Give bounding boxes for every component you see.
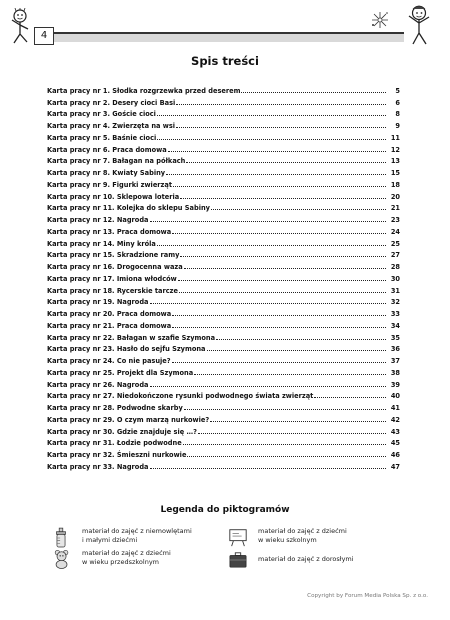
baby-bottle-icon: [52, 527, 70, 549]
school-board-icon: [228, 527, 248, 547]
toc-dot-leader: [176, 126, 386, 128]
toc-entry: [47, 130, 400, 142]
toc-entry: [47, 389, 400, 401]
toc-entry: [47, 259, 400, 271]
toc-entry-label: Karta pracy nr 14. Miny króla: [47, 239, 156, 248]
toc-dot-leader: [187, 455, 386, 457]
toc-entry-page: 15: [390, 169, 400, 177]
toc-dot-leader: [178, 279, 386, 281]
toc-entry-page: 13: [390, 157, 400, 166]
toc-entry-page: 6: [395, 98, 400, 107]
toc-entry-label: Karta pracy nr 20. Praca domowa: [47, 310, 172, 318]
toc-entry-label: Karta pracy nr 8. Kwiaty Sabiny: [47, 169, 166, 177]
toc-entry-label: Karta pracy nr 12. Nagroda: [47, 216, 149, 224]
toc-dot-leader: [157, 138, 386, 140]
toc-entry-label: Karta pracy nr 11. Kolejka do sklepu Sabiny: [47, 204, 210, 213]
toc-entry-page: 21: [390, 204, 400, 213]
toc-dot-leader: [207, 349, 386, 351]
page-header: [0, 0, 450, 50]
toc-entry-page: 9: [395, 122, 400, 130]
toc-entry-label: Karta pracy nr 26. Nagroda: [47, 380, 149, 389]
toc-entry-label: Karta pracy nr 3. Goście cioci: [47, 110, 156, 119]
legend-text-line2: i małymi dziećmi: [82, 536, 138, 544]
toc-entry-label: Karta pracy nr 33. Nagroda: [47, 462, 149, 471]
toc-entry-page: 41: [390, 404, 400, 412]
toc-dot-leader: [184, 408, 386, 410]
toc-entry-label: Karta pracy nr 22. Bałagan w szafie Szymona: [47, 333, 216, 342]
toc-entry-page: 31: [390, 286, 400, 295]
toc-entry-label: Karta pracy nr 6. Praca domowa: [47, 145, 167, 154]
toc-entry-label: Karta pracy nr 19. Nagroda: [47, 298, 149, 307]
teddy-bear-icon: [52, 549, 72, 569]
toc-entry-label: Karta pracy nr 13. Praca domowa: [47, 227, 172, 236]
toc-dot-leader: [194, 373, 386, 375]
toc-entry-label: Karta pracy nr 1. Słodka rozgrzewka przed deserem: [47, 86, 241, 95]
toc-entry: [47, 236, 400, 248]
toc-entry-page: 34: [390, 321, 400, 330]
toc-entry-label: Karta pracy nr 28. Podwodne skarby: [47, 404, 183, 412]
toc-entry: [47, 177, 400, 189]
toc-entry: [47, 142, 400, 154]
toc-entry-label: Karta pracy nr 23. Hasło do sejfu Szymona: [47, 345, 206, 354]
toc-entry-label: Karta pracy nr 5. Baśnie cioci: [47, 133, 157, 142]
toc-entry-page: 23: [390, 216, 400, 224]
toc-entry: [47, 165, 400, 177]
toc-entry: [47, 400, 400, 412]
toc-dot-leader: [150, 302, 387, 304]
toc-entry-page: 5: [395, 86, 400, 95]
toc-entry-label: Karta pracy nr 30. Gdzie znajduje się …?: [47, 427, 197, 436]
toc-entry-page: 43: [390, 427, 400, 436]
toc-entry: [47, 306, 400, 318]
toc-entry: [47, 459, 400, 471]
legend-text-line1: materiał do zajęć z dorosłymi: [258, 555, 354, 563]
toc-entry: [47, 224, 400, 236]
legend-text-line2: w wieku szkolnym: [258, 536, 317, 544]
toc-entry: [47, 295, 400, 307]
toc-entry-page: 12: [390, 145, 400, 154]
toc-entry-label: Karta pracy nr 27. Niedokończone rysunki podwodnego świata zwierząt: [47, 392, 314, 401]
toc-entry-label: Karta pracy nr 24. Co nie pasuje?: [47, 357, 171, 365]
toc-dot-leader: [210, 420, 386, 422]
toc-dot-leader: [179, 291, 386, 293]
toc-entry-label: Karta pracy nr 18. Rycerskie tarcze: [47, 286, 178, 295]
toc-entry: [47, 154, 400, 166]
toc-dot-leader: [180, 255, 386, 257]
toc-entry: [47, 212, 400, 224]
toc-entry: [47, 436, 400, 448]
toc-entry-label: Karta pracy nr 32. Śmieszni nurkowie: [47, 451, 187, 459]
toc-entry-page: 42: [390, 415, 400, 424]
toc-entry-page: 30: [390, 274, 400, 283]
toc-entry: [47, 107, 400, 119]
toc-entry: [47, 189, 400, 201]
toc-dot-leader: [180, 197, 386, 199]
toc-entry-page: 38: [390, 368, 400, 377]
toc-entry-label: Karta pracy nr 2. Desery cioci Basi: [47, 98, 176, 107]
copyright-notice: Copyright by Forum Media Polska Sp. z o.o.: [307, 593, 428, 599]
toc-entry-page: 18: [390, 180, 400, 189]
toc-dot-leader: [198, 432, 386, 434]
toc-dot-leader: [176, 103, 386, 105]
toc-dot-leader: [168, 150, 386, 152]
toc-dot-leader: [166, 173, 386, 175]
toc-dot-leader: [186, 161, 386, 163]
toc-entry-label: Karta pracy nr 29. O czym marzą nurkowie?: [47, 415, 210, 424]
toc-entry-label: Karta pracy nr 31. Łodzie podwodne: [47, 439, 182, 448]
toc-dot-leader: [172, 326, 386, 328]
toc-dot-leader: [150, 467, 387, 469]
toc-entry: [47, 118, 400, 130]
toc-entry-label: Karta pracy nr 17. Imiona włodców: [47, 274, 177, 283]
toc-entry-page: 39: [390, 380, 400, 389]
toc-entry: [47, 318, 400, 330]
toc-dot-leader: [172, 232, 386, 234]
briefcase-icon: [228, 551, 248, 569]
toc-entry-label: Karta pracy nr 9. Figurki zwierząt: [47, 180, 172, 189]
toc-entry: [47, 95, 400, 107]
toc-entry: [47, 248, 400, 260]
legend-text-line1: materiał do zajęć z dziećmi: [82, 549, 171, 557]
toc-entry: [47, 330, 400, 342]
toc-entry-page: 20: [390, 192, 400, 201]
toc-entry-label: Karta pracy nr 16. Drogocenna waza: [47, 263, 183, 271]
toc-entry: [47, 365, 400, 377]
toc-dot-leader: [157, 244, 386, 246]
toc-dot-leader: [241, 91, 386, 93]
toc-entry-page: 8: [395, 110, 400, 119]
toc-entry: [47, 342, 400, 354]
toc-entry: [47, 353, 400, 365]
toc-dot-leader: [183, 443, 386, 445]
toc-entry-label: Karta pracy nr 7. Bałagan na półkach: [47, 157, 186, 166]
toc-entry-label: Karta pracy nr 10. Sklepowa loteria: [47, 192, 180, 201]
toc-dot-leader: [172, 361, 386, 363]
toc-dot-leader: [211, 208, 386, 210]
legend-text-line1: materiał do zajęć z dziećmi: [258, 527, 347, 535]
toc-entry: [47, 447, 400, 459]
toc-entry: [47, 412, 400, 424]
toc-entry-page: 36: [390, 345, 400, 354]
toc-entry-page: 25: [390, 239, 400, 248]
toc-dot-leader: [184, 267, 386, 269]
toc-entry-page: 37: [390, 357, 400, 365]
toc-entry-label: Karta pracy nr 4. Zwierzęta na wsi: [47, 122, 176, 130]
toc-entry-label: Karta pracy nr 15. Skradzione ramy: [47, 251, 180, 260]
kid-right-icon: [393, 4, 437, 48]
toc-entry: [47, 83, 400, 95]
toc-dot-leader: [150, 385, 387, 387]
toc-entry: [47, 377, 400, 389]
toc-entry-label: Karta pracy nr 25. Projekt dla Szymona: [47, 368, 194, 377]
toc-entry-page: 32: [390, 298, 400, 307]
legend-text-line1: materiał do zajęć z niemowlętami: [82, 527, 192, 535]
page-title: Spis treści: [191, 54, 259, 68]
toc-dot-leader: [173, 185, 386, 187]
toc-entry: [47, 283, 400, 295]
toc-entry-page: 11: [390, 133, 400, 142]
toc-entry: [47, 424, 400, 436]
toc-dot-leader: [157, 114, 386, 116]
legend-text-line2: w wieku przedszkolnym: [82, 558, 160, 566]
toc-entry: [47, 271, 400, 283]
toc-entry-page: 35: [390, 333, 400, 342]
toc-entry-page: 28: [390, 263, 400, 271]
toc-entry-page: 27: [390, 251, 400, 260]
toc-entry-page: 24: [390, 227, 400, 236]
toc-entry-page: 46: [390, 451, 400, 459]
toc-entry-page: 45: [390, 439, 400, 448]
toc-dot-leader: [314, 396, 386, 398]
page-number: 4: [34, 27, 54, 45]
toc-entry-label: Karta pracy nr 21. Praca domowa: [47, 321, 172, 330]
toc-entry: [47, 201, 400, 213]
toc-dot-leader: [172, 314, 386, 316]
legend-title: Legenda do piktogramów: [160, 505, 290, 515]
toc-entry-page: 47: [390, 462, 400, 471]
table-of-contents: [47, 83, 400, 471]
toc-entry-page: 40: [390, 392, 400, 401]
header-band: [54, 34, 404, 42]
toc-entry-page: 33: [390, 310, 400, 318]
toc-dot-leader: [150, 220, 387, 222]
toc-dot-leader: [216, 338, 386, 340]
stars-icon: [370, 10, 390, 30]
